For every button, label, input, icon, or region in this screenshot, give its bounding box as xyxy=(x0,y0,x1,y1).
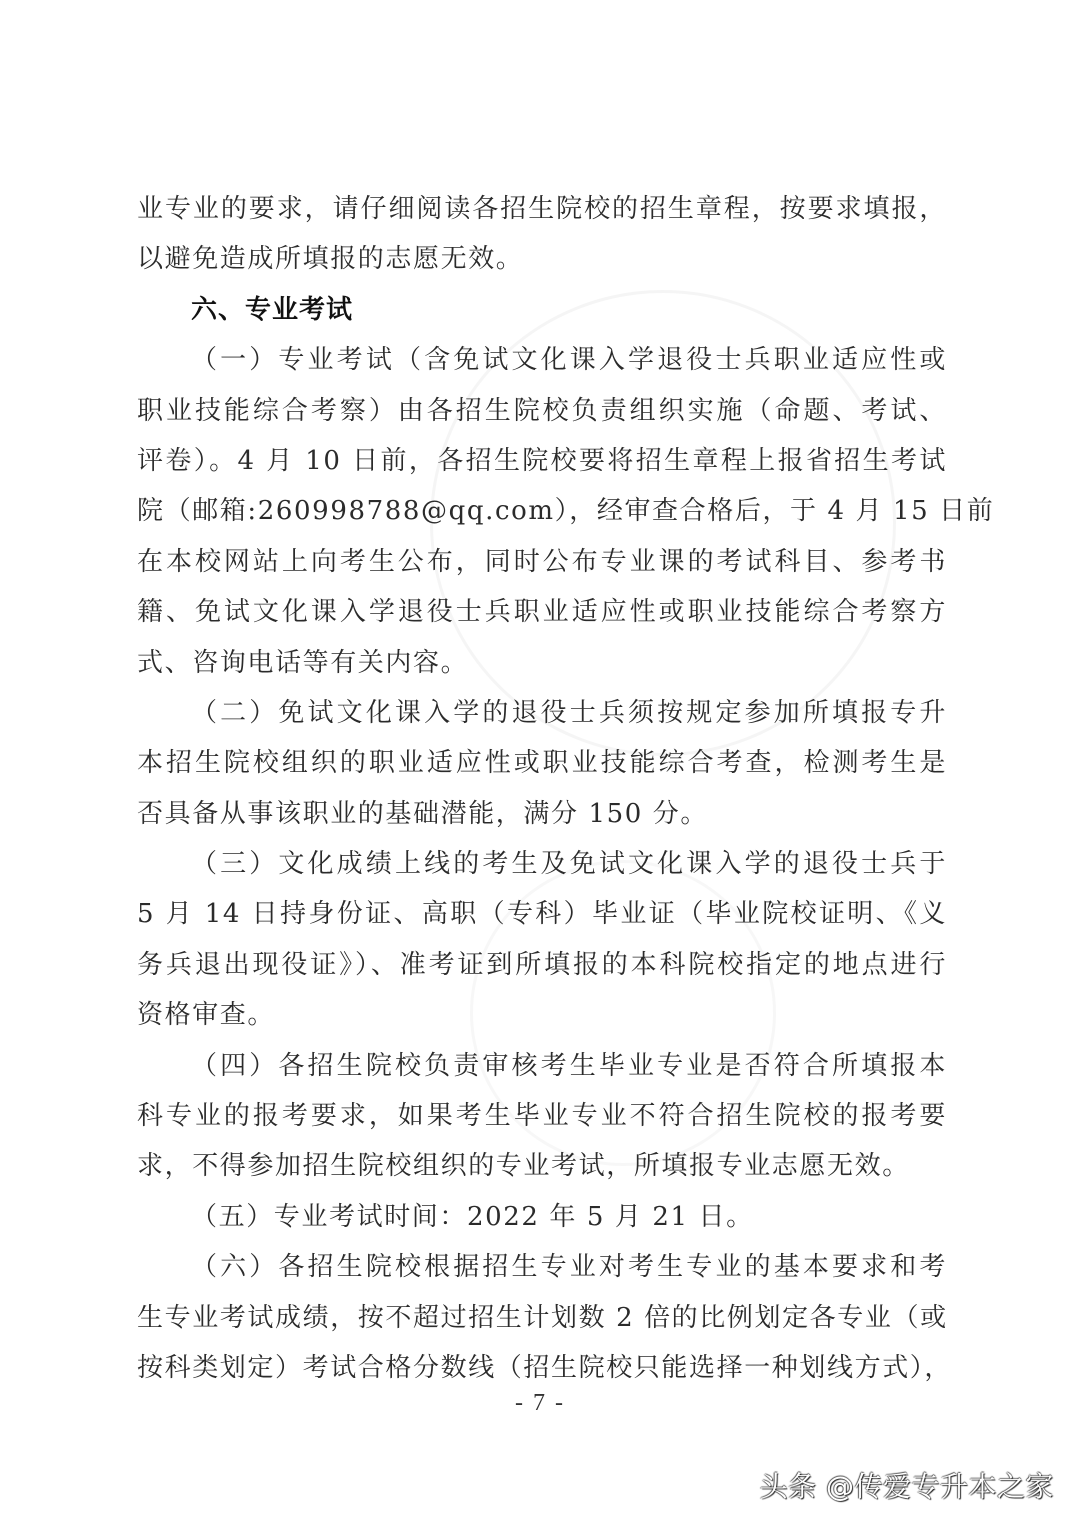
text-line: 本招生院校组织的职业适应性或职业技能综合考查，检测考生是 xyxy=(137,748,947,779)
text-line: 生专业考试成绩，按不超过招生计划数 2 倍的比例划定各专业（或 xyxy=(137,1302,948,1333)
text-line: 5 月 14 日持身份证、高职（专科）毕业证（毕业院校证明、《义 xyxy=(137,899,947,930)
paragraph-6 xyxy=(137,1242,953,1393)
text-line: 籍、免试文化课入学退役士兵职业适应性或职业技能综合考察方 xyxy=(137,597,947,628)
text-line: 职业技能综合考察）由各招生院校负责组织实施（命题、考试、 xyxy=(137,395,947,426)
text-line: （一）专业考试（含免试文化课入学退役士兵职业适应性或 xyxy=(191,345,947,376)
section-heading: 六、专业考试 xyxy=(191,294,354,325)
text-line: 科专业的报考要求，如果考生毕业专业不符合招生院校的报考要 xyxy=(137,1101,947,1132)
page-number: - 7 - xyxy=(515,1390,565,1416)
text-line: 院（邮箱:260998788@qq.com），经审查合格后，于 4 月 15 日前 xyxy=(137,496,995,527)
text-line: 求，不得参加招生院校组织的专业考试，所填报专业志愿无效。 xyxy=(137,1151,910,1182)
paragraph-3 xyxy=(137,839,947,1041)
text-line: （六）各招生院校根据招生专业对考生专业的基本要求和考 xyxy=(191,1252,947,1283)
text-line: 评卷）。4 月 10 日前，各招生院校要将招生章程上报省招生考试 xyxy=(137,445,947,476)
paragraph-4 xyxy=(137,1041,947,1192)
text-line: 业专业的要求，请仔细阅读各招生院校的招生章程，按要求填报， xyxy=(137,194,947,224)
text-line: 以避免造成所填报的志愿无效。 xyxy=(137,244,524,275)
text-line: （五）专业考试时间：2022 年 5 月 21 日。 xyxy=(191,1201,754,1232)
text-line: 按科类划定）考试合格分数线（招生院校只能选择一种划线方式）， xyxy=(137,1352,953,1383)
text-line: 务兵退出现役证》）、准考证到所填报的本科院校指定的地点进行 xyxy=(137,949,947,980)
paragraph-1 xyxy=(137,335,995,688)
text-line: 资格审查。 xyxy=(137,1000,276,1031)
document-page xyxy=(137,184,995,1393)
source-watermark: 头条 @传爱专升本之家 xyxy=(759,1470,1054,1503)
text-line: 式、咨询电话等有关内容。 xyxy=(137,647,469,678)
text-line: 否具备从事该职业的基础潜能，满分 150 分。 xyxy=(137,798,708,829)
paragraph-2 xyxy=(137,688,947,839)
text-line: （三）文化成绩上线的考生及免试文化课入学的退役士兵于 xyxy=(191,849,947,880)
text-line: 在本校网站上向考生公布，同时公布专业课的考试科目、参考书 xyxy=(137,546,947,577)
text-line: （四）各招生院校负责审核考生毕业专业是否符合所填报本 xyxy=(191,1050,947,1081)
paragraph-5 xyxy=(137,1192,947,1242)
text-line: （二）免试文化课入学的退役士兵须按规定参加所填报专升 xyxy=(191,697,947,728)
